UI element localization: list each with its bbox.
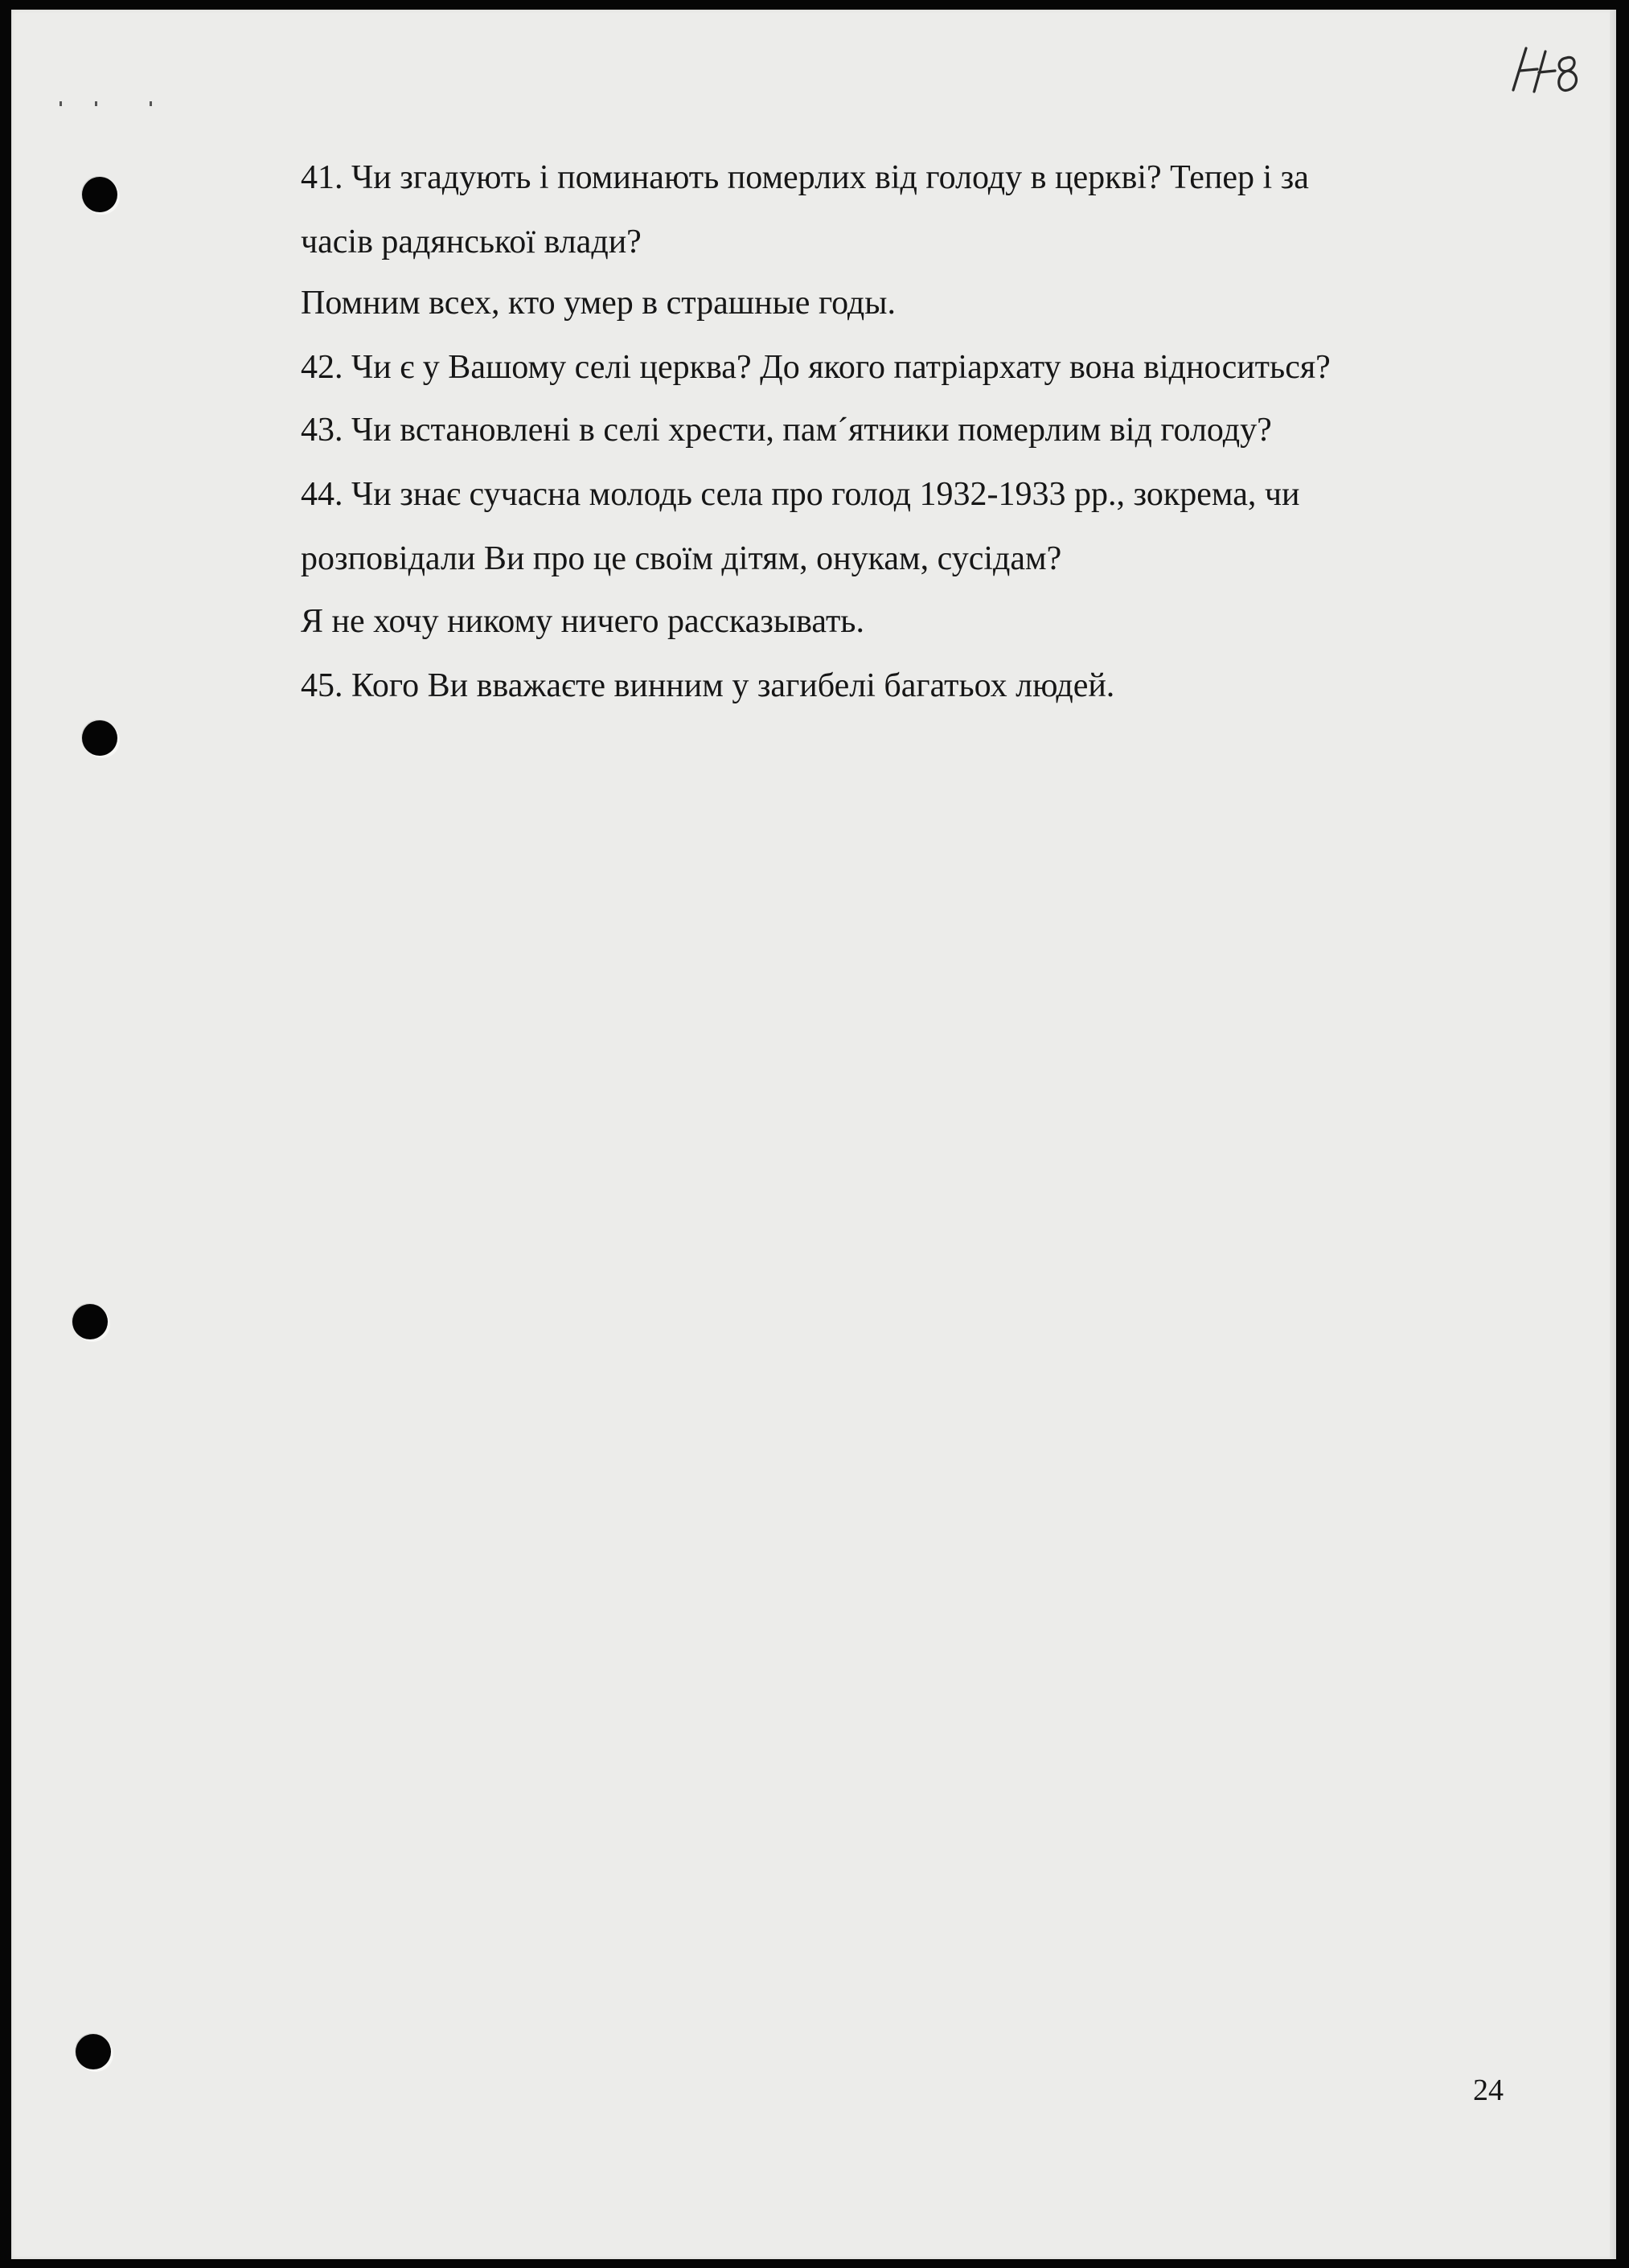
question-45: 45. Кого Ви вважаєте винним у загибелі багатьох людей. [301,667,1115,704]
question-44-line-1: 44. Чи знає сучасна молодь села про голод 1932-1933 рр., зокрема, чи [301,476,1300,513]
handwritten-folio-number [1499,34,1587,106]
question-41-line-2: часів радянської влади? [301,224,642,260]
punch-hole-1 [82,177,117,212]
page-number: 24 [1473,2073,1504,2107]
answer-41: Помним всех, кто умер в страшные годы. [301,285,897,322]
question-42: 42. Чи є у Вашому селі церква? До якого патріархату вона відноситься? [301,349,1331,386]
sheet-edge [1610,10,1616,2259]
question-43: 43. Чи встановлені в селі хрести, пам´ятники померлим від голоду? [301,412,1272,449]
punch-hole-2 [82,720,117,756]
answer-44: Я не хочу никому ничего рассказывать. [301,603,864,640]
corner-marks [59,96,172,109]
question-41-line-1: 41. Чи згадують і поминають померлих від голоду в церкві? Тепер і за [301,159,1309,196]
punch-hole-3 [72,1304,108,1339]
question-44-line-2: розповідали Ви про це своїм дітям, онукам, сусідам? [301,540,1062,577]
punch-hole-4 [76,2034,111,2069]
paper-sheet [11,10,1616,2259]
